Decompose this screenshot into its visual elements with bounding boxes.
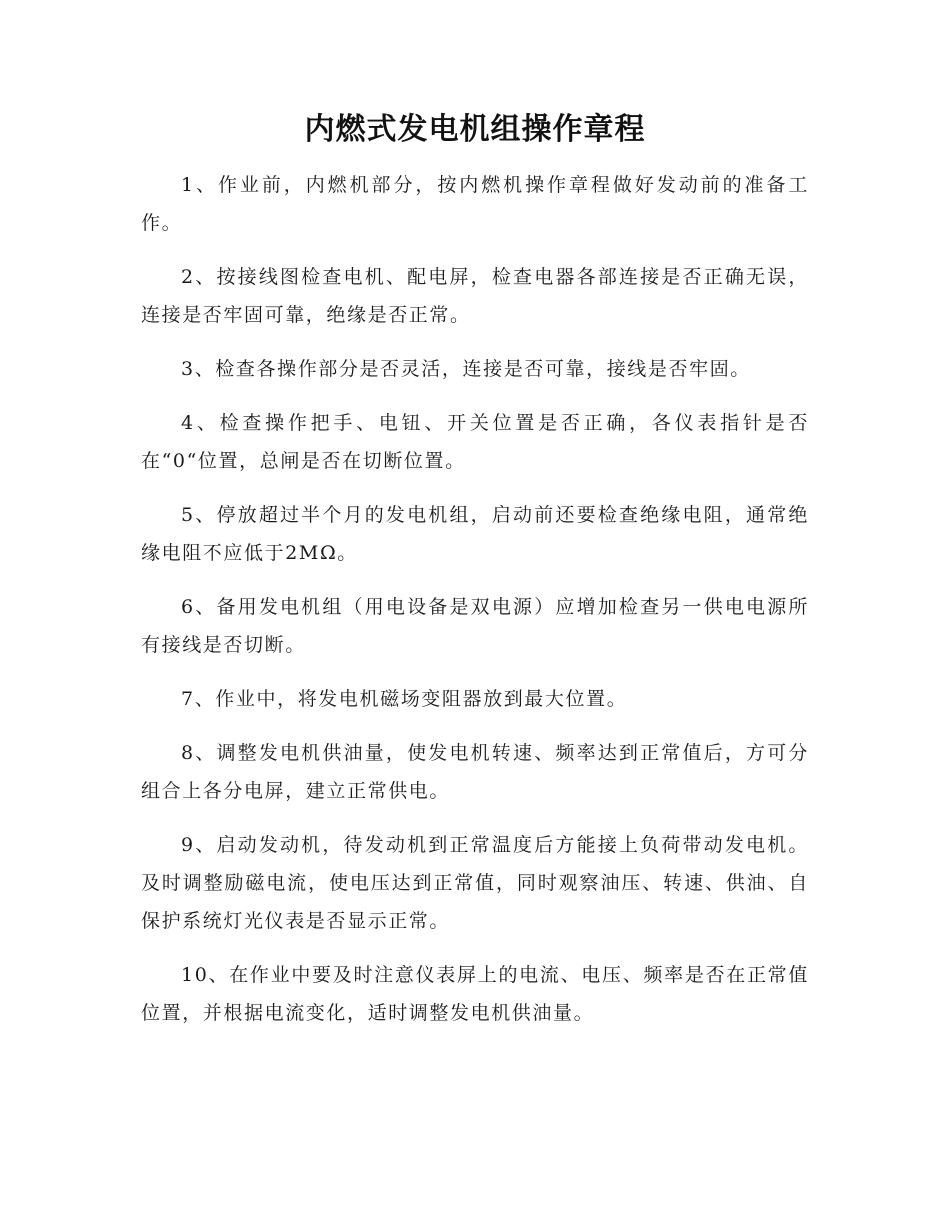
document-body — [141, 166, 809, 1048]
paragraph-7: 7、作业中，将发电机磁场变阻器放到最大位置。 — [181, 688, 628, 710]
paragraph-6: 6、备用发电机组（用电设备是双电源）应增加检查另一供电电源所有接线是否切断。 — [141, 596, 809, 656]
paragraph-10: 10、在作业中要及时注意仪表屏上的电流、电压、频率是否在正常值位置，并根据电流变化，适时调整发电机供油量。 — [141, 964, 809, 1024]
paragraph-4: 4、检查操作把手、电钮、开关位置是否正确，各仪表指针是否在“0“位置，总闸是否在切断位置。 — [141, 412, 809, 472]
document-title: 内燃式发电机组操作章程 — [304, 112, 646, 147]
paragraph-2: 2、按接线图检查电机、配电屏，检查电器各部连接是否正确无误，连接是否牢固可靠，绝缘是否正常。 — [141, 266, 809, 326]
paragraph-1: 1、作业前，内燃机部分，按内燃机操作章程做好发动前的准备工作。 — [141, 174, 809, 234]
paragraph-8: 8、调整发电机供油量，使发电机转速、频率达到正常值后，方可分组合上各分电屏，建立正常供电。 — [141, 742, 809, 802]
paragraph-3: 3、检查各操作部分是否灵活，连接是否可靠，接线是否牢固。 — [181, 358, 751, 380]
paragraph-9: 9、启动发动机，待发动机到正常温度后方能接上负荷带动发电机。及时调整励磁电流，使电压达到正常值，同时观察油压、转速、供油、自保护系统灯光仪表是否显示正常。 — [141, 834, 809, 932]
paragraph-5: 5、停放超过半个月的发电机组，启动前还要检查绝缘电阻，通常绝缘电阻不应低于2MΩ。 — [141, 504, 809, 564]
